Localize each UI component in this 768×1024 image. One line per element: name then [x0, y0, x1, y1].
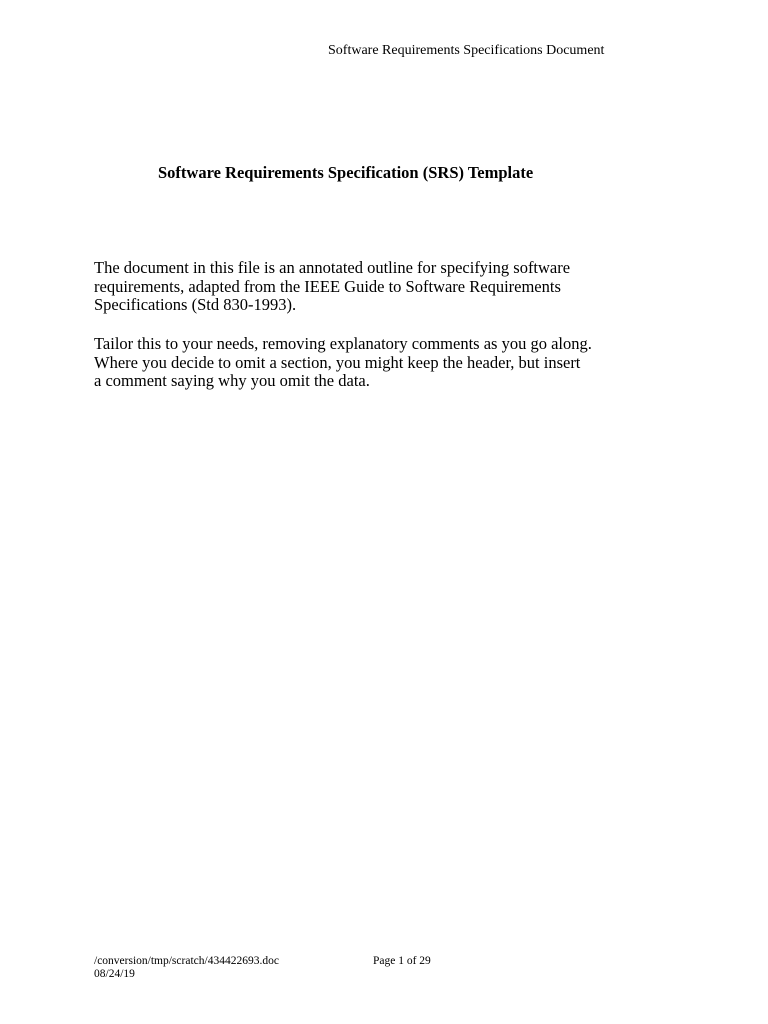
footer-page-number: Page 1 of 29	[373, 955, 431, 967]
document-title: Software Requirements Specification (SRS) Template	[158, 163, 534, 182]
paragraph-line: Specifications (Std 830-1993).	[94, 295, 297, 314]
footer-file-info	[94, 955, 279, 981]
paragraph-line: requirements, adapted from the IEEE Guide to Software Requirements	[94, 276, 561, 296]
paragraph-line: Where you decide to omit a section, you might keep the header, but insert	[94, 352, 581, 372]
footer-file-path: /conversion/tmp/scratch/434422693.doc	[94, 955, 279, 967]
paragraph-line: The document in this file is an annotated outline for specifying software	[94, 258, 571, 277]
running-header: Software Requirements Specifications Document	[328, 43, 605, 58]
tailoring-paragraph	[94, 335, 654, 391]
footer-date: 08/24/19	[94, 968, 135, 980]
paragraph-line: Tailor this to your needs, removing explanatory comments as you go along.	[94, 334, 592, 353]
paragraph-line: a comment saying why you omit the data.	[94, 371, 370, 390]
intro-paragraph	[94, 259, 654, 315]
